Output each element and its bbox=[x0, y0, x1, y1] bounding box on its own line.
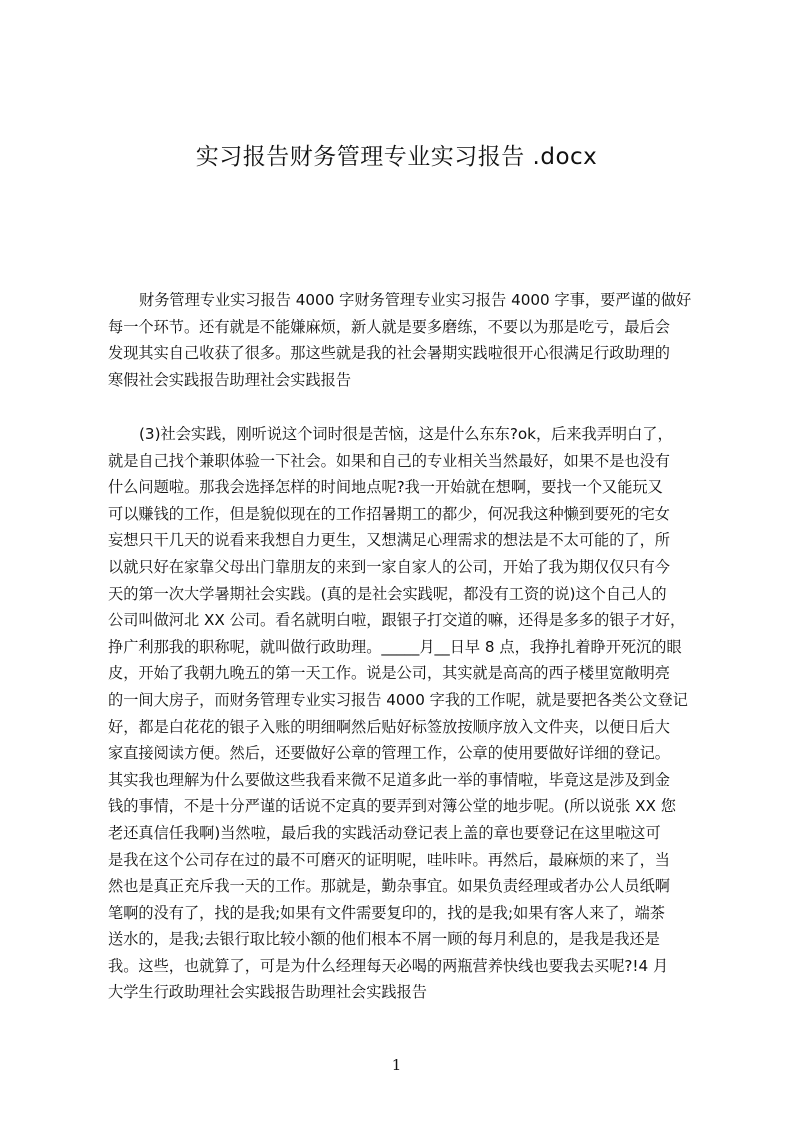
paragraph-line: 好，都是白花花的银子入账的明细啊然后贴好标签放按顺序放入文件夹，以便日后大 bbox=[108, 717, 670, 736]
paragraph-line: 我。这些，也就算了，可是为什么经理每天必喝的两瓶营养快线也要我去买呢?!4 月 bbox=[108, 956, 669, 975]
paragraph-line: 其实我也理解为什么要做这些我看来微不足道多此一举的事情啦，毕竟这是涉及到金 bbox=[108, 770, 670, 789]
paragraph-1 bbox=[108, 287, 700, 393]
paragraph-line: 钱的事情，不是十分严谨的话说不定真的要弄到对簿公堂的地步呢。(所以说张 XX 您 bbox=[108, 797, 676, 816]
paragraph-line: 妄想只干几天的说看来我想自力更生，又想满足心理需求的想法是不太可能的了，所 bbox=[108, 531, 670, 550]
document-title: 实习报告财务管理专业实习报告 .docx bbox=[195, 144, 598, 170]
paragraph-line: 老还真信任我啊)当然啦，最后我的实践活动登记表上盖的章也要登记在这里啦这可 bbox=[108, 823, 661, 842]
paragraph-line: 的一间大房子，而财务管理专业实习报告 4000 字我的工作呢，就是要把各类公文登记 bbox=[108, 690, 688, 709]
page-number: 1 bbox=[391, 1056, 402, 1074]
paragraph-line: 什么问题啦。那我会选择怎样的时间地点呢?我一开始就在想啊，要找一个又能玩又 bbox=[108, 478, 663, 497]
paragraph-line: 公司叫做河北 XX 公司。看名就明白啦，跟银子打交道的嘛，还得是多多的银子才好， bbox=[108, 611, 686, 630]
paragraph-line: 财务管理专业实习报告 4000 字财务管理专业实习报告 4000 字事，要严谨的做好 bbox=[139, 291, 692, 309]
paragraph-line: 然也是真正充斥我一天的工作。那就是，勤杂事宜。如果负责经理或者办公人员纸啊 bbox=[108, 877, 670, 896]
paragraph-line: 发现其实自己收获了很多。那这些就是我的社会暑期实践啦很开心很满足行政助理的 bbox=[108, 344, 670, 363]
paragraph-line: 送水的，是我;去银行取比较小额的他们根本不屑一顾的每月利息的，是我是我还是 bbox=[108, 930, 660, 949]
paragraph-line: 天的第一次大学暑期社会实践。(真的是社会实践呢，都没有工资的说)这个自己人的 bbox=[108, 584, 667, 603]
paragraph-line: 以就只好在家靠父母出门靠朋友的来到一家自家人的公司，开始了我为期仅仅只有今 bbox=[108, 557, 670, 576]
paragraph-line: 皮，开始了我朝九晚五的第一天工作。说是公司，其实就是高高的西子楼里宽敞明亮 bbox=[108, 664, 670, 683]
paragraph-line: 寒假社会实践报告助理社会实践报告 bbox=[108, 370, 351, 389]
paragraph-line: 是我在这个公司存在过的最不可磨灭的证明呢，哇咔咔。再然后，最麻烦的来了，当 bbox=[108, 850, 670, 869]
paragraph-line: 家直接阅读方便。然后，还要做好公章的管理工作，公章的使用要做好详细的登记。 bbox=[108, 744, 670, 763]
paragraph-line: 大学生行政助理社会实践报告助理社会实践报告 bbox=[108, 983, 427, 1002]
paragraph-line: 笔啊的没有了，找的是我;如果有文件需要复印的，找的是我;如果有客人来了，端茶 bbox=[108, 903, 665, 922]
paragraph-line: 就是自己找个兼职体验一下社会。如果和自己的专业相关当然最好，如果不是也没有 bbox=[108, 451, 670, 470]
paragraph-line: 可以赚钱的工作，但是貌似现在的工作招暑期工的都少，何况我这种懒到要死的宅女 bbox=[108, 504, 670, 523]
paragraph-line: 挣广利那我的职称呢，就叫做行政助理。_____月__日早 8 点，我挣扎着睁开死沉的眼 bbox=[108, 637, 682, 656]
paragraph-line: (3)社会实践，刚听说这个词时很是苦恼，这是什么东东?ok，后来我弄明白了， bbox=[139, 425, 673, 443]
paragraph-2 bbox=[108, 421, 700, 1006]
paragraph-line: 每一个环节。还有就是不能嫌麻烦，新人就是要多磨练，不要以为那是吃亏，最后会 bbox=[108, 317, 670, 336]
